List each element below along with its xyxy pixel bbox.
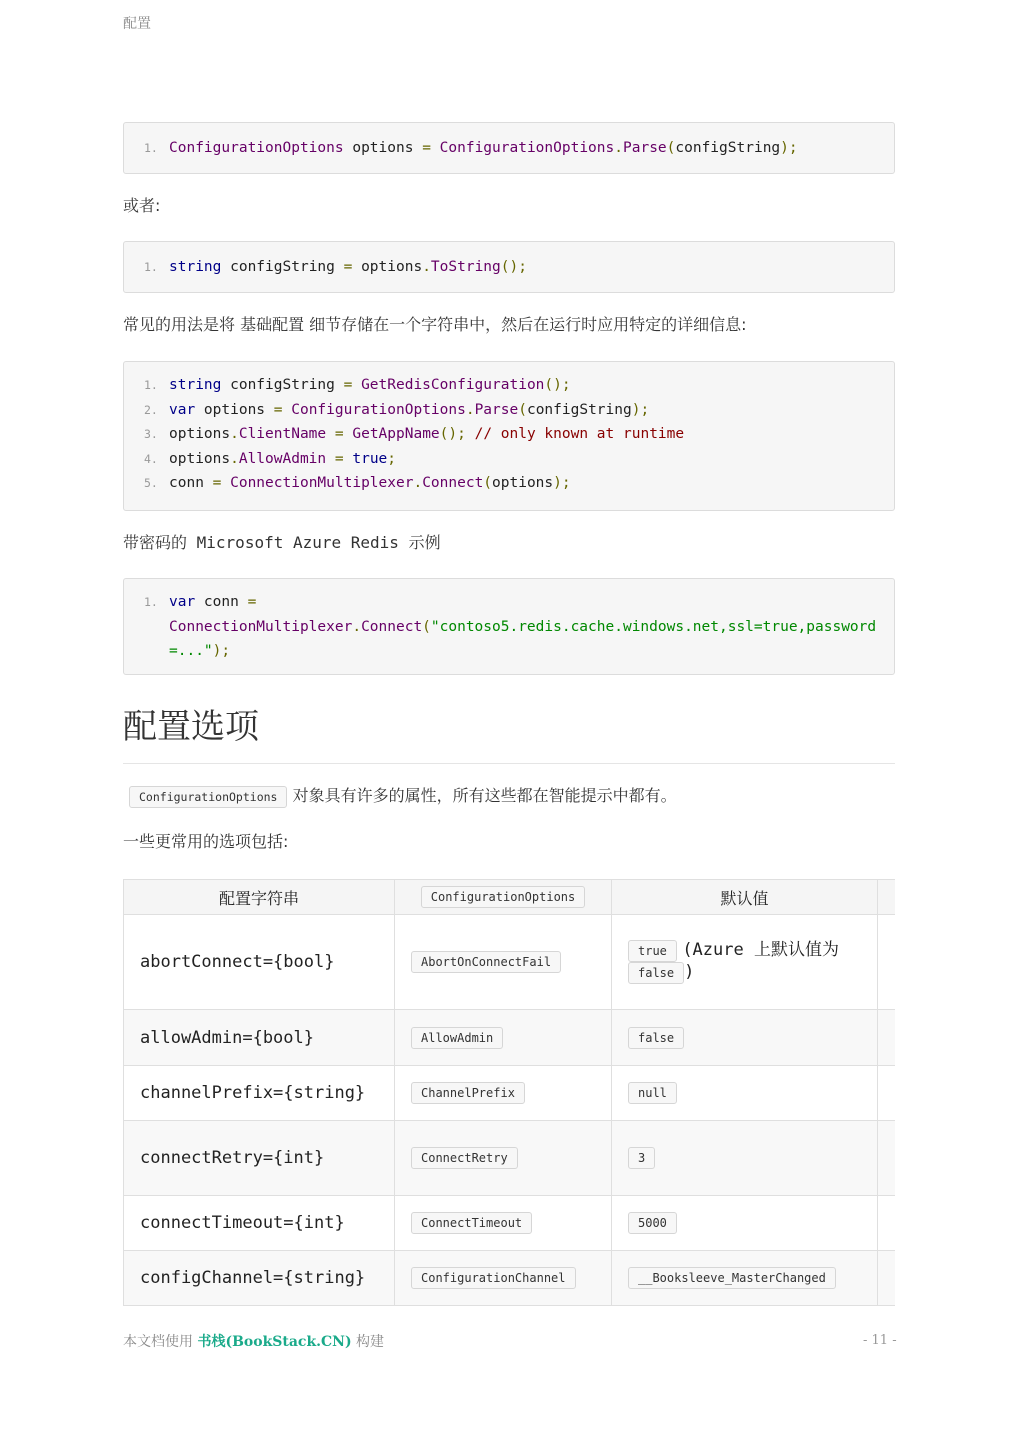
inline-code: false [628, 1027, 684, 1049]
code-token: (); [439, 426, 475, 443]
code-line [144, 422, 878, 447]
code-line [144, 373, 878, 398]
code-block-4 [123, 578, 895, 675]
code-token: ); [553, 475, 571, 492]
code-token: ( [666, 140, 676, 156]
header-config-string: 配置字符串 [124, 880, 395, 915]
code-token: string [169, 377, 222, 393]
line-number: 3. [144, 427, 158, 442]
code-token: conn [169, 475, 213, 492]
code-token: = [422, 140, 431, 156]
inline-code: true [628, 940, 677, 962]
inline-code: ConnectTimeout [411, 1212, 532, 1234]
paragraph-common: 常见的用法是将 基础配置 细节存储在一个字符串中，然后在运行时应用特定的详细信息: [123, 315, 747, 334]
cell-prop [395, 1010, 612, 1066]
cell-prop [395, 1121, 612, 1196]
code-token: ConfigurationOptions [169, 140, 344, 156]
code-token: GetRedisConfiguration [352, 377, 545, 393]
code-token: var [169, 401, 196, 418]
line-number: 1. [144, 378, 158, 392]
footer-text: 本文档使用 [123, 1334, 198, 1350]
code-token: GetAppName [352, 426, 440, 443]
cell-extra [878, 1121, 896, 1196]
code-token: ; [387, 450, 397, 467]
code-token: ConfigurationOptions [439, 140, 615, 156]
code-token: = [343, 377, 353, 393]
footer-brand-link[interactable]: 书栈(BookStack.CN) [197, 1334, 352, 1350]
cell-key: configChannel={string} [124, 1251, 395, 1306]
cell-default [612, 1121, 878, 1196]
code-token: configString [675, 140, 781, 156]
cell-key: channelPrefix={string} [124, 1066, 395, 1121]
code-token: . [230, 450, 239, 467]
cell-note: ) [684, 962, 695, 982]
header-config-options [395, 880, 612, 915]
cell-default [612, 915, 878, 1010]
code-token: ); [631, 401, 650, 418]
table-row [124, 915, 896, 1010]
code-line [144, 136, 878, 161]
table-row [124, 1251, 896, 1306]
cell-note: (Azure 上默认值为 [682, 940, 839, 960]
code-token: true [352, 450, 388, 467]
code-token: ( [422, 618, 431, 635]
code-line [144, 447, 878, 472]
code-token: options [343, 140, 423, 156]
code-token: configString [526, 401, 632, 418]
code-block-2 [123, 241, 895, 293]
cell-prop [395, 1196, 612, 1251]
code-token: (); [500, 259, 527, 275]
inline-code: false [628, 962, 684, 984]
code-token: = [326, 450, 353, 467]
code-token: ClientName [238, 426, 327, 443]
inline-code: ChannelPrefix [411, 1082, 525, 1104]
inline-code: 5000 [628, 1212, 677, 1234]
code-token: options [492, 475, 554, 492]
code-line [144, 471, 878, 496]
page-footer [123, 1331, 384, 1351]
cell-prop [395, 1251, 612, 1306]
content [123, 122, 895, 1306]
code-token: . [422, 259, 431, 275]
inline-code: AllowAdmin [411, 1027, 503, 1049]
code-token: AllowAdmin [238, 450, 327, 467]
paragraph-azure [123, 531, 895, 555]
code-token: options [169, 426, 231, 443]
inline-code: null [628, 1082, 677, 1104]
code-token: ( [483, 475, 493, 492]
cell-extra [878, 1066, 896, 1121]
table-row [124, 1121, 896, 1196]
inline-code: ConfigurationChannel [411, 1267, 576, 1289]
code-string: "contoso5.redis.cache.windows.net,ssl=true,password=..." [169, 618, 877, 660]
paragraph-some: 一些更常用的选项包括: [123, 832, 289, 851]
table-header-row [124, 880, 896, 915]
cell-prop [395, 1066, 612, 1121]
cell-key: abortConnect={bool} [124, 915, 395, 1010]
code-token: = [326, 426, 353, 443]
inline-code: __Booksleeve_MasterChanged [628, 1267, 836, 1289]
code-token: . [352, 618, 362, 635]
code-token: var [169, 594, 196, 610]
cell-default [612, 1066, 878, 1121]
code-token: ConfigurationOptions [282, 401, 466, 418]
cell-default [612, 1010, 878, 1066]
code-token: string [169, 259, 222, 275]
code-block-3 [123, 361, 895, 511]
paragraph-or: 或者: [123, 196, 161, 215]
code-token: Parse [474, 401, 519, 418]
text-span: 示例 [408, 533, 441, 552]
cell-extra [878, 1196, 896, 1251]
line-number: 2. [144, 402, 158, 417]
code-block-1 [123, 122, 895, 174]
table-row [124, 1010, 896, 1066]
inline-code-text: Microsoft Azure Redis [187, 533, 409, 552]
code-token: ConnectionMultiplexer [221, 475, 414, 492]
section-title: 配置选项 [123, 705, 895, 764]
inline-code: ConfigurationOptions [421, 886, 586, 908]
code-token: ); [780, 140, 798, 156]
line-number: 1. [144, 260, 158, 274]
code-token: Connect [422, 475, 484, 492]
options-table [123, 879, 895, 1306]
header-default: 默认值 [612, 880, 878, 915]
text-span: 带密码的 [123, 533, 188, 552]
text-span: 对象具有许多的属性，所有这些都在智能提示中都有。 [292, 786, 677, 805]
line-number: 1. [144, 141, 158, 155]
code-token: ); [212, 643, 231, 660]
cell-extra [878, 1010, 896, 1066]
code-token: = [212, 475, 222, 492]
inline-code: 3 [628, 1147, 655, 1169]
code-comment: // only known at runtime [474, 426, 685, 443]
code-token: . [413, 475, 423, 492]
cell-key: connectTimeout={int} [124, 1196, 395, 1251]
code-token: configString [221, 377, 344, 393]
footer-text: 构建 [351, 1334, 385, 1350]
options-table-wrapper [123, 879, 895, 1306]
code-token: ToString [430, 259, 501, 275]
code-line [144, 255, 878, 280]
code-token: options [169, 450, 231, 467]
inline-code: AbortOnConnectFail [411, 951, 561, 973]
cell-key: allowAdmin={bool} [124, 1010, 395, 1066]
code-line [144, 398, 878, 423]
inline-code: ConnectRetry [411, 1147, 518, 1169]
code-token: . [230, 426, 239, 443]
cell-prop [395, 915, 612, 1010]
code-token: (); [544, 377, 571, 393]
header-extra [878, 880, 896, 915]
line-number: 5. [144, 476, 158, 491]
cell-extra [878, 1251, 896, 1306]
code-token: = [247, 594, 257, 610]
code-line [144, 590, 878, 664]
code-token: ConnectionMultiplexer [169, 618, 353, 635]
cell-default [612, 1196, 878, 1251]
paragraph-props [123, 784, 895, 808]
code-token: Parse [623, 140, 667, 156]
cell-extra [878, 915, 896, 1010]
line-number: 4. [144, 451, 158, 466]
code-token: = [343, 259, 353, 275]
code-token: = [273, 401, 283, 418]
table-row [124, 1066, 896, 1121]
page-header: 配置 [123, 16, 151, 32]
code-token: Connect [361, 618, 423, 635]
cell-key: connectRetry={int} [124, 1121, 395, 1196]
line-number: 1. [144, 595, 158, 609]
code-token: configString [221, 259, 344, 275]
code-token: options [352, 259, 423, 275]
cell-default [612, 1251, 878, 1306]
table-row [124, 1196, 896, 1251]
code-token: conn [195, 594, 248, 610]
code-token: options [195, 401, 274, 418]
inline-code: ConfigurationOptions [129, 786, 287, 808]
code-token: ( [518, 401, 527, 418]
code-token: . [614, 140, 623, 156]
code-token: . [465, 401, 475, 418]
page-number: - 11 - [863, 1333, 897, 1348]
